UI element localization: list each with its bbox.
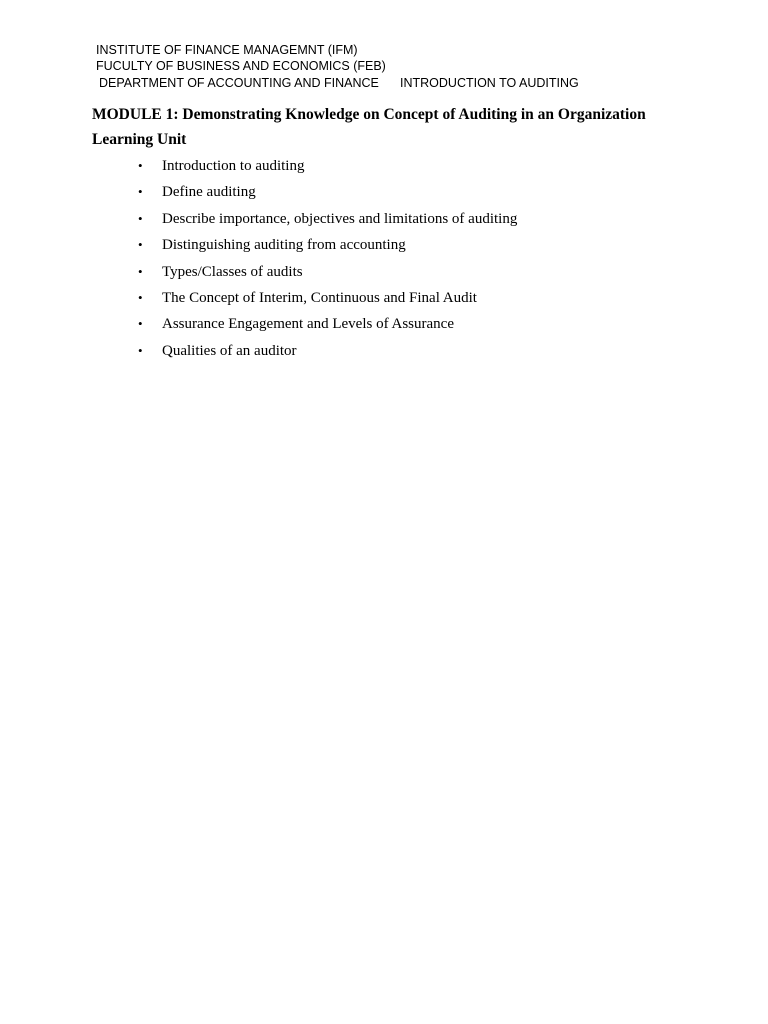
bullet-icon: • (138, 237, 143, 253)
learning-unit-heading: Learning Unit (92, 131, 187, 148)
topic-text: Describe importance, objectives and limitations of auditing (162, 210, 518, 227)
topic-text: Qualities of an auditor (162, 342, 297, 359)
topic-text: Types/Classes of audits (162, 263, 303, 280)
bullet-icon: • (138, 289, 143, 305)
course-title: INTRODUCTION TO AUDITING (400, 76, 579, 90)
faculty-name: FUCULTY OF BUSINESS AND ECONOMICS (FEB) (96, 59, 386, 73)
topic-text: The Concept of Interim, Continuous and Final Audit (162, 289, 477, 306)
institute-name: INSTITUTE OF FINANCE MANAGEMNT (IFM) (96, 43, 358, 57)
department-name: DEPARTMENT OF ACCOUNTING AND FINANCE (99, 76, 379, 90)
topic-text: Define auditing (162, 184, 256, 201)
topic-text: Assurance Engagement and Levels of Assurance (162, 316, 454, 333)
bullet-icon: • (138, 158, 143, 173)
topic-text: Distinguishing auditing from accounting (162, 237, 406, 254)
bullet-icon: • (138, 316, 143, 332)
bullet-icon: • (138, 263, 143, 279)
module-title: MODULE 1: Demonstrating Knowledge on Concept of Auditing in an Organization (92, 106, 646, 123)
bullet-icon: • (138, 184, 143, 200)
bullet-icon: • (138, 342, 143, 358)
bullet-icon: • (138, 210, 143, 226)
topic-text: Introduction to auditing (162, 158, 305, 174)
